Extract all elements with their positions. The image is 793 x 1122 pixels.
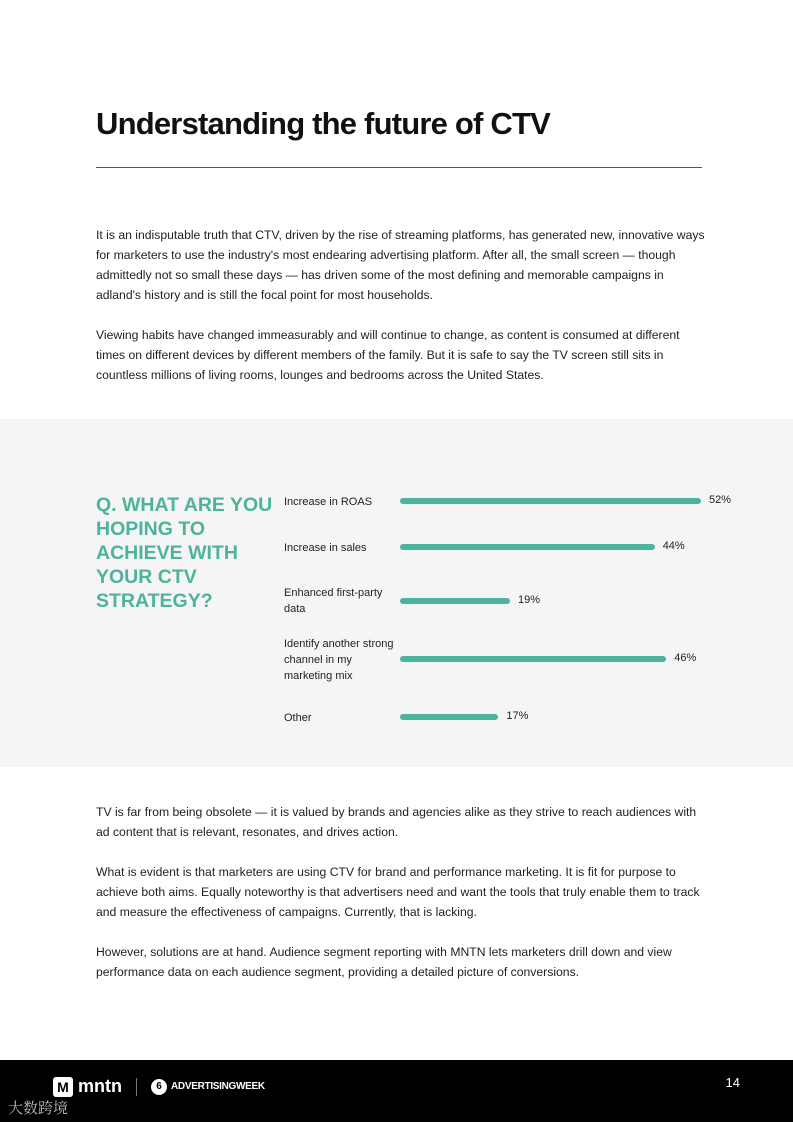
footer-logos xyxy=(53,1076,265,1097)
category-label: Enhanced first-party data xyxy=(284,587,383,615)
value-label: 44% xyxy=(662,540,685,552)
paragraph: However, solutions are at hand. Audience segment reporting with MNTN lets marketers drill down and view performance data on each audience segment, providing a detailed picture of conversions. xyxy=(96,945,672,979)
chart-title: Q. WHAT ARE YOU HOPING TO ACHIEVE WITH YOUR CTV STRATEGY? xyxy=(96,494,273,612)
paragraph: What is evident is that marketers are using CTV for brand and performance marketing. It is fit for purpose to achieve both aims. Equally noteworthy is that advertisers need and want the tools that truly enable them to track and measure the effectiveness of campaigns. Currently, that is lacking. xyxy=(96,865,700,919)
paragraph: TV is far from being obsolete — it is valued by brands and agencies alike as they strive to reach audiences with ad content that is relevant, resonates, and drives action. xyxy=(96,805,697,839)
logo-separator xyxy=(136,1078,137,1096)
bar xyxy=(400,498,701,504)
bar xyxy=(400,598,510,604)
paragraph: Viewing habits have changed immeasurably and will continue to change, as content is consumed at different times on different devices by different members of the family. But it is safe to say the TV screen still sits in countless millions of living rooms, lounges and bedrooms across the United States. xyxy=(96,328,680,382)
mntn-logo-text: mntn xyxy=(78,1076,122,1096)
value-label: 17% xyxy=(506,710,529,722)
page-title: Understanding the future of CTV xyxy=(96,106,550,141)
bar xyxy=(400,714,498,720)
mntn-logo-icon: M xyxy=(53,1077,73,1097)
bar xyxy=(400,544,655,550)
bar xyxy=(400,656,666,662)
category-label: Identify another strong channel in my marketing mix xyxy=(284,638,394,682)
category-label: Other xyxy=(284,712,312,724)
value-label: 19% xyxy=(517,594,540,606)
watermark: 大数跨境 xyxy=(8,1100,69,1117)
advertising-week-logo: ADVERTISINGWEEK xyxy=(171,1081,265,1092)
value-label: 52% xyxy=(709,494,732,506)
advertising-week-icon: 6 xyxy=(151,1079,167,1095)
paragraph: It is an indisputable truth that CTV, driven by the rise of streaming platforms, has generated new, innovative ways for marketers to use the industry's most endearing advertising platform. After all, the small screen — though admittedly not so small these days — has driven some of the most defining and memorable campaigns in adland's history and is still the focal point for most households. xyxy=(96,228,705,302)
category-label: Increase in sales xyxy=(284,542,367,554)
page-number: 14 xyxy=(725,1075,740,1090)
title-divider xyxy=(96,167,702,168)
value-label: 46% xyxy=(674,652,697,664)
category-label: Increase in ROAS xyxy=(284,496,373,508)
